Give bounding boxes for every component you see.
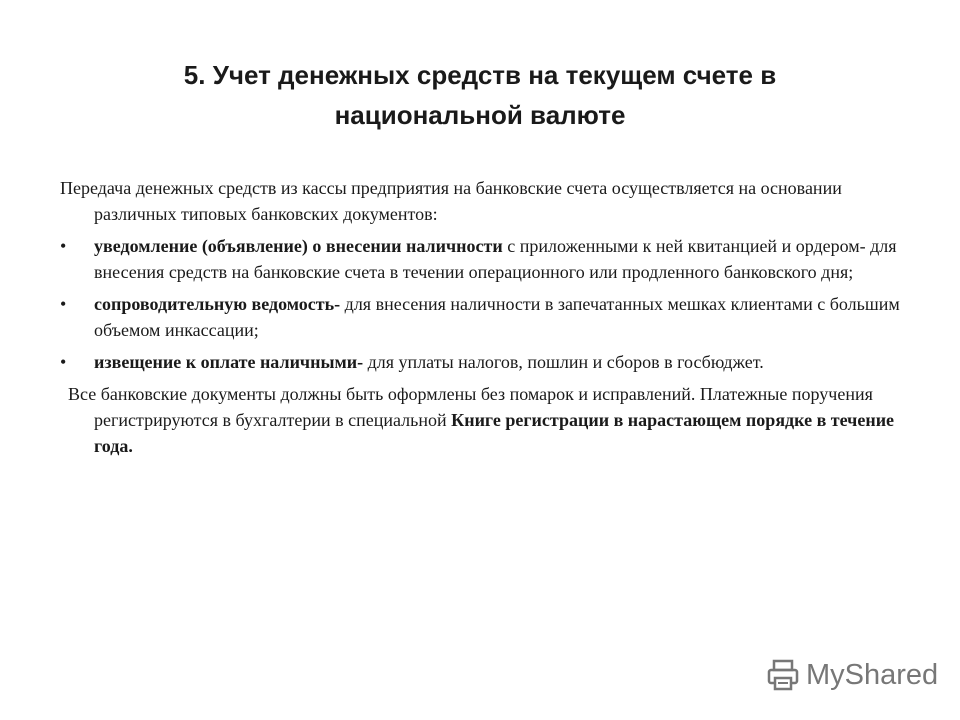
title-line-2: национальной валюте [334, 100, 626, 130]
bullet-marker: • [60, 236, 67, 256]
bullet-text: для уплаты налогов, пошлин и сборов в госбюджет. [363, 352, 764, 372]
bullet-bold-term: уведомление (объявление) о внесении наличности [94, 236, 503, 256]
bullet-text: для внесения наличности в запечатанных мешках клиентами с большим объемом инкассации; [94, 294, 900, 340]
slide-body [60, 175, 910, 459]
watermark-logo [766, 655, 938, 695]
closing-text: Все банковские документы должны быть оформлены без помарок и исправлений. Платежные поручения регистрируются в бухгалтерии в специальной [68, 384, 873, 430]
slide-title [60, 55, 900, 135]
bullet-bold-term: сопроводительную ведомость- [94, 294, 341, 314]
closing-bold-text: Книге регистрации в нарастающем порядке в течение года. [94, 410, 895, 456]
bullet-item [60, 233, 910, 285]
bullet-marker: • [60, 352, 67, 372]
bullet-item [60, 291, 910, 343]
bullet-marker: • [60, 294, 67, 314]
closing-paragraph [60, 381, 910, 459]
watermark-text: MyShared [806, 658, 939, 691]
printer-icon [766, 658, 800, 692]
bullet-item [60, 349, 910, 375]
bullet-bold-term: извещение к оплате наличными- [94, 352, 364, 372]
title-line-1: 5. Учет денежных средств на текущем счете в [183, 60, 777, 90]
bullet-text: с приложенными к ней квитанцией и ордером- для внесения средств на банковские счета в течении операционного или продленного банковского дня; [94, 236, 897, 282]
intro-paragraph: Передача денежных средств из кассы предприятия на банковские счета осуществляется на основании различных типовых банковских документов: [60, 178, 842, 224]
